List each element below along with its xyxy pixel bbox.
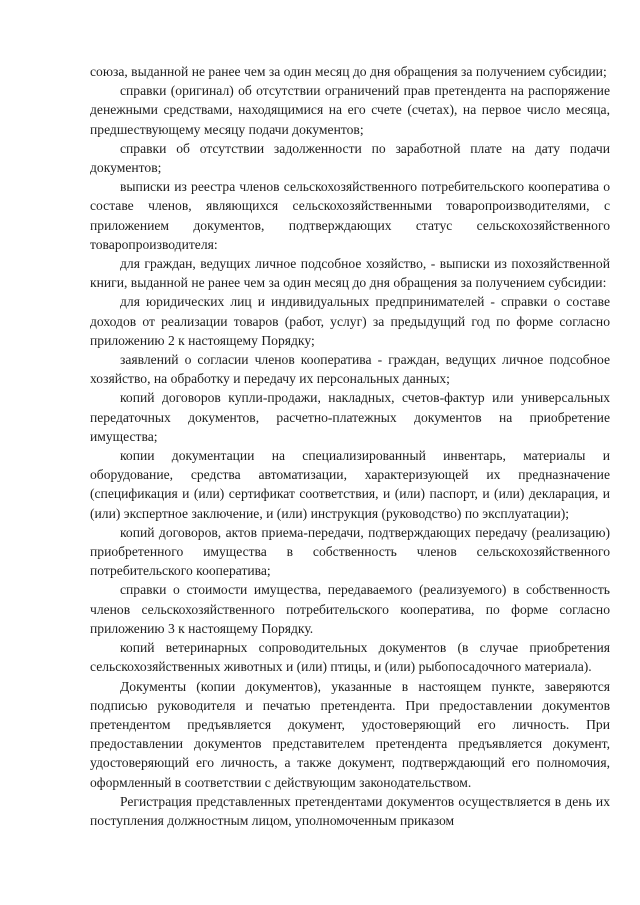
paragraph-10: копий договоров, актов приема-передачи, подтверждающих передачу (реализацию) приобретенного имущества в собственность членов сельскохозяйственного потребительского кооператива;: [90, 524, 610, 579]
paragraph-14: Регистрация представленных претендентами документов осуществляется в день их поступления должностным лицом, уполномоченным приказом: [90, 793, 610, 828]
paragraph-13: Документы (копии документов), указанные в настоящем пункте, заверяются подписью руководителя и печатью претендента. При предоставлении документов претендентом предъявляется документ, удостоверяющий его личность. При предоставлении документов представителем претендента предъявляется документ, удостоверяющий его личность, а также документ, подтверждающий его полномочия, оформленный в соответствии с действующим законодательством.: [90, 678, 610, 790]
paragraph-5: для граждан, ведущих личное подсобное хозяйство, - выписки из похозяйственной книги, выданной не ранее чем за один месяц до дня обращения за получением субсидии:: [90, 256, 610, 291]
paragraph-12: копий ветеринарных сопроводительных документов (в случае приобретения сельскохозяйственных животных и (или) птицы, и (или) рыбопосадочного материала).: [90, 640, 610, 675]
paragraph-11: справки о стоимости имущества, передаваемого (реализуемого) в собственность членов сельскохозяйственного потребительского кооператива, по форме согласно приложению 3 к настоящему Порядку.: [90, 582, 610, 636]
paragraph-7: заявлений о согласии членов кооператива - граждан, ведущих личное подсобное хозяйство, на обработку и передачу их персональных данных;: [90, 352, 610, 387]
paragraph-2: справки (оригинал) об отсутствии ограничений прав претендента на распоряжение денежными средствами, находящимися на его счете (счетах), на первое число месяца, предшествующему месяцу подачи документов;: [90, 83, 610, 137]
paragraph-9: копии документации на специализированный инвентарь, материалы и оборудование, средства автоматизации, характеризующей их предназначение (спецификация и (или) сертификат соответствия, и (или) паспорт, и (или) декларация, и (или) экспертное заключение, и (или) инструкция (руководство) по эксплуатации);: [90, 448, 610, 521]
document-page: [90, 62, 610, 830]
paragraph-3: справки об отсутствии задолженности по заработной плате на дату подачи документов;: [90, 140, 610, 176]
paragraph-6: для юридических лиц и индивидуальных предпринимателей - справки о составе доходов от реализации товаров (работ, услуг) за предыдущий год по форме согласно приложению 2 к настоящему Порядку;: [90, 294, 610, 348]
paragraph-8: копий договоров купли-продажи, накладных, счетов-фактур или универсальных передаточных документов, расчетно-платежных документов на приобретение имущества;: [90, 390, 610, 444]
paragraph-1: союза, выданной не ранее чем за один месяц до дня обращения за получением субсидии;: [90, 64, 607, 79]
paragraph-4: выписки из реестра членов сельскохозяйственного потребительского кооператива о составе членов, являющихся сельскохозяйственными товаропроизводителями, с приложением документов, подтверждающих статус сельскохозяйственного товаропроизводителя:: [90, 179, 610, 252]
